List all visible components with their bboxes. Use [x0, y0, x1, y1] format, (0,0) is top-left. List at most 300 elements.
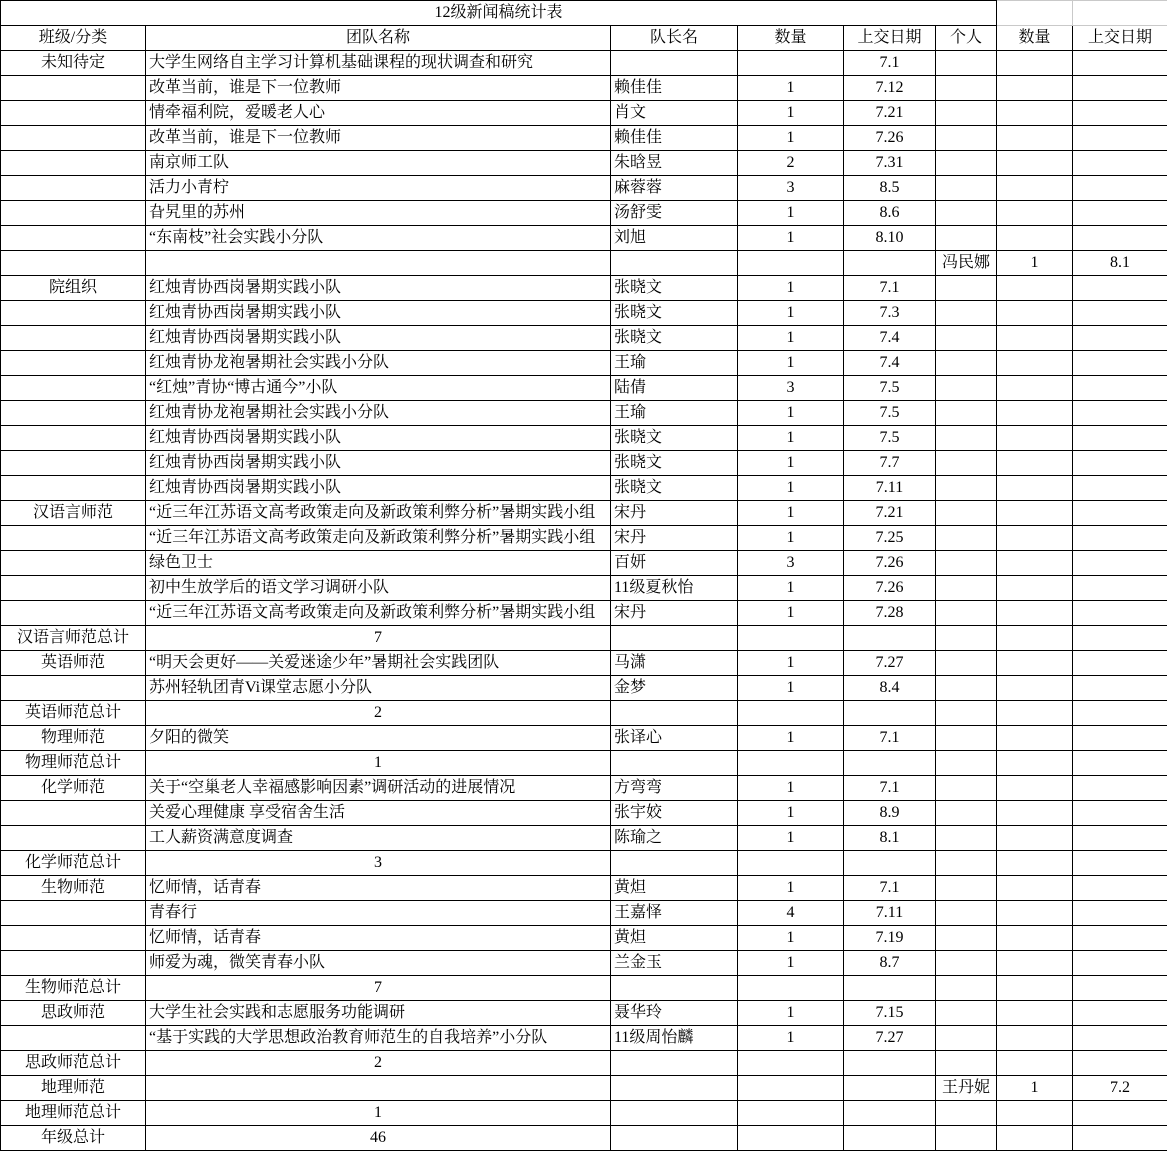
- cell-individual-name[interactable]: [936, 551, 997, 576]
- cell-individual-date[interactable]: [1073, 801, 1167, 826]
- cell-category[interactable]: 化学师范总计: [1, 851, 146, 876]
- cell-individual-date[interactable]: [1073, 826, 1167, 851]
- cell-team-name[interactable]: 红烛青协西岗暑期实践小队: [146, 276, 611, 301]
- cell-individual-quantity[interactable]: 1: [997, 1076, 1073, 1101]
- cell-captain-name[interactable]: 11级夏秋怡: [611, 576, 738, 601]
- cell-submit-date[interactable]: 7.27: [844, 1026, 936, 1051]
- cell-category[interactable]: 思政师范: [1, 1001, 146, 1026]
- cell-quantity[interactable]: 1: [738, 201, 844, 226]
- cell-submit-date[interactable]: 7.15: [844, 1001, 936, 1026]
- cell-captain-name[interactable]: 张晓文: [611, 276, 738, 301]
- cell-individual-quantity[interactable]: [997, 551, 1073, 576]
- cell-individual-date[interactable]: [1073, 1126, 1167, 1151]
- cell-individual-quantity[interactable]: [997, 701, 1073, 726]
- cell-team-name[interactable]: 夕阳的微笑: [146, 726, 611, 751]
- cell-submit-date[interactable]: 7.26: [844, 576, 936, 601]
- cell-team-name[interactable]: 红烛青协西岗暑期实践小队: [146, 451, 611, 476]
- column-header-date[interactable]: 上交日期: [844, 26, 936, 51]
- cell-individual-name[interactable]: [936, 951, 997, 976]
- cell-quantity[interactable]: 1: [738, 226, 844, 251]
- cell-category[interactable]: [1, 676, 146, 701]
- cell-quantity[interactable]: 1: [738, 926, 844, 951]
- cell-captain-name[interactable]: [611, 701, 738, 726]
- cell-individual-date[interactable]: [1073, 176, 1167, 201]
- cell-submit-date[interactable]: 8.4: [844, 676, 936, 701]
- cell-individual-name[interactable]: [936, 126, 997, 151]
- cell-individual-date[interactable]: 8.1: [1073, 251, 1167, 276]
- cell-team-name[interactable]: 红烛青协西岗暑期实践小队: [146, 426, 611, 451]
- cell-individual-name[interactable]: [936, 101, 997, 126]
- cell-submit-date[interactable]: 7.5: [844, 426, 936, 451]
- cell-category[interactable]: [1, 451, 146, 476]
- cell-quantity[interactable]: 1: [738, 826, 844, 851]
- cell-individual-name[interactable]: [936, 1051, 997, 1076]
- cell-individual-quantity[interactable]: 1: [997, 251, 1073, 276]
- cell-individual-quantity[interactable]: [997, 626, 1073, 651]
- cell-captain-name[interactable]: [611, 751, 738, 776]
- cell-category[interactable]: [1, 176, 146, 201]
- cell-individual-date[interactable]: [1073, 551, 1167, 576]
- cell-submit-date[interactable]: 7.5: [844, 401, 936, 426]
- cell-individual-name[interactable]: [936, 576, 997, 601]
- cell-submit-date[interactable]: 8.5: [844, 176, 936, 201]
- cell-team-name[interactable]: 大学生网络自主学习计算机基础课程的现状调查和研究: [146, 51, 611, 76]
- cell-individual-name[interactable]: [936, 326, 997, 351]
- cell-category[interactable]: [1, 551, 146, 576]
- cell-team-name[interactable]: “近三年江苏语文高考政策走向及新政策利弊分析”暑期实践小组: [146, 501, 611, 526]
- cell-quantity[interactable]: [738, 1101, 844, 1126]
- cell-category[interactable]: 年级总计: [1, 1126, 146, 1151]
- cell-individual-quantity[interactable]: [997, 301, 1073, 326]
- cell-quantity[interactable]: 1: [738, 301, 844, 326]
- cell-submit-date[interactable]: 7.28: [844, 601, 936, 626]
- cell-team-name[interactable]: “东南枝”社会实践小分队: [146, 226, 611, 251]
- cell-individual-name[interactable]: [936, 76, 997, 101]
- cell-quantity[interactable]: 1: [738, 451, 844, 476]
- cell-subtotal-value[interactable]: 2: [146, 1051, 611, 1076]
- cell-quantity[interactable]: 1: [738, 801, 844, 826]
- cell-quantity[interactable]: [738, 626, 844, 651]
- cell-individual-date[interactable]: [1073, 626, 1167, 651]
- cell-quantity[interactable]: 1: [738, 676, 844, 701]
- cell-individual-name[interactable]: [936, 51, 997, 76]
- cell-subtotal-value[interactable]: 3: [146, 851, 611, 876]
- cell-individual-date[interactable]: [1073, 276, 1167, 301]
- cell-individual-quantity[interactable]: [997, 326, 1073, 351]
- cell-submit-date[interactable]: [844, 1126, 936, 1151]
- cell-individual-name[interactable]: [936, 776, 997, 801]
- cell-individual-name[interactable]: [936, 226, 997, 251]
- cell-category[interactable]: 物理师范: [1, 726, 146, 751]
- cell-category[interactable]: 物理师范总计: [1, 751, 146, 776]
- cell-individual-quantity[interactable]: [997, 451, 1073, 476]
- cell-category[interactable]: [1, 201, 146, 226]
- cell-individual-date[interactable]: [1073, 351, 1167, 376]
- cell-captain-name[interactable]: 黄炟: [611, 876, 738, 901]
- cell-quantity[interactable]: 1: [738, 576, 844, 601]
- cell-individual-quantity[interactable]: [997, 976, 1073, 1001]
- cell-individual-name[interactable]: [936, 801, 997, 826]
- cell-team-name[interactable]: 情牵福利院，爱暖老人心: [146, 101, 611, 126]
- cell-quantity[interactable]: [738, 1076, 844, 1101]
- cell-category[interactable]: [1, 326, 146, 351]
- cell-category[interactable]: [1, 101, 146, 126]
- cell-submit-date[interactable]: 7.19: [844, 926, 936, 951]
- cell-quantity[interactable]: 1: [738, 776, 844, 801]
- cell-captain-name[interactable]: 汤舒雯: [611, 201, 738, 226]
- cell-individual-date[interactable]: [1073, 676, 1167, 701]
- cell-category[interactable]: 汉语言师范总计: [1, 626, 146, 651]
- cell-team-name[interactable]: 大学生社会实践和志愿服务功能调研: [146, 1001, 611, 1026]
- cell-category[interactable]: [1, 151, 146, 176]
- cell-individual-name[interactable]: [936, 151, 997, 176]
- title-spare-cell[interactable]: [1073, 1, 1167, 26]
- cell-quantity[interactable]: 1: [738, 501, 844, 526]
- cell-individual-date[interactable]: [1073, 601, 1167, 626]
- cell-subtotal-value[interactable]: 46: [146, 1126, 611, 1151]
- cell-quantity[interactable]: 1: [738, 951, 844, 976]
- cell-team-name[interactable]: 师爱为魂，微笑青春小队: [146, 951, 611, 976]
- cell-individual-name[interactable]: [936, 851, 997, 876]
- cell-captain-name[interactable]: 陈瑜之: [611, 826, 738, 851]
- cell-individual-date[interactable]: [1073, 401, 1167, 426]
- cell-quantity[interactable]: 3: [738, 176, 844, 201]
- cell-individual-name[interactable]: [936, 276, 997, 301]
- cell-individual-date[interactable]: [1073, 426, 1167, 451]
- cell-individual-date[interactable]: [1073, 526, 1167, 551]
- cell-individual-date[interactable]: [1073, 701, 1167, 726]
- cell-individual-date[interactable]: [1073, 1051, 1167, 1076]
- cell-individual-quantity[interactable]: [997, 726, 1073, 751]
- cell-quantity[interactable]: 1: [738, 101, 844, 126]
- cell-individual-date[interactable]: [1073, 501, 1167, 526]
- cell-quantity[interactable]: [738, 51, 844, 76]
- cell-individual-name[interactable]: [936, 1026, 997, 1051]
- cell-category[interactable]: [1, 401, 146, 426]
- cell-individual-date[interactable]: [1073, 301, 1167, 326]
- cell-team-name[interactable]: 旮旯里的苏州: [146, 201, 611, 226]
- cell-submit-date[interactable]: 7.4: [844, 326, 936, 351]
- cell-captain-name[interactable]: 百妍: [611, 551, 738, 576]
- cell-individual-quantity[interactable]: [997, 576, 1073, 601]
- cell-individual-name[interactable]: [936, 726, 997, 751]
- cell-quantity[interactable]: 1: [738, 601, 844, 626]
- cell-team-name[interactable]: 关于“空巢老人幸福感影响因素”调研活动的进展情况: [146, 776, 611, 801]
- cell-individual-date[interactable]: [1073, 901, 1167, 926]
- cell-quantity[interactable]: [738, 251, 844, 276]
- cell-individual-name[interactable]: [936, 626, 997, 651]
- cell-individual-quantity[interactable]: [997, 226, 1073, 251]
- cell-submit-date[interactable]: 8.10: [844, 226, 936, 251]
- cell-individual-date[interactable]: [1073, 476, 1167, 501]
- cell-team-name[interactable]: 红烛青协西岗暑期实践小队: [146, 476, 611, 501]
- cell-individual-name[interactable]: [936, 176, 997, 201]
- cell-quantity[interactable]: 1: [738, 351, 844, 376]
- cell-individual-date[interactable]: [1073, 576, 1167, 601]
- cell-individual-name[interactable]: [936, 501, 997, 526]
- column-header-captain[interactable]: 队长名: [611, 26, 738, 51]
- cell-category[interactable]: [1, 926, 146, 951]
- cell-submit-date[interactable]: 7.1: [844, 876, 936, 901]
- cell-individual-quantity[interactable]: [997, 951, 1073, 976]
- cell-submit-date[interactable]: 7.27: [844, 651, 936, 676]
- cell-individual-quantity[interactable]: [997, 1051, 1073, 1076]
- cell-quantity[interactable]: 1: [738, 1001, 844, 1026]
- cell-quantity[interactable]: 1: [738, 276, 844, 301]
- cell-quantity[interactable]: 1: [738, 1026, 844, 1051]
- column-header-team[interactable]: 团队名称: [146, 26, 611, 51]
- cell-submit-date[interactable]: 7.11: [844, 476, 936, 501]
- cell-individual-quantity[interactable]: [997, 201, 1073, 226]
- cell-submit-date[interactable]: 7.3: [844, 301, 936, 326]
- cell-individual-name[interactable]: [936, 426, 997, 451]
- cell-submit-date[interactable]: 7.1: [844, 776, 936, 801]
- column-header-person-qty[interactable]: 数量: [997, 26, 1073, 51]
- cell-category[interactable]: [1, 301, 146, 326]
- cell-individual-name[interactable]: [936, 1001, 997, 1026]
- cell-individual-date[interactable]: [1073, 1001, 1167, 1026]
- cell-quantity[interactable]: 4: [738, 901, 844, 926]
- cell-quantity[interactable]: 1: [738, 526, 844, 551]
- cell-individual-date[interactable]: [1073, 851, 1167, 876]
- cell-captain-name[interactable]: 宋丹: [611, 526, 738, 551]
- cell-individual-quantity[interactable]: [997, 751, 1073, 776]
- column-header-category[interactable]: 班级/分类: [1, 26, 146, 51]
- cell-category[interactable]: [1, 226, 146, 251]
- cell-submit-date[interactable]: 7.12: [844, 76, 936, 101]
- cell-individual-quantity[interactable]: [997, 651, 1073, 676]
- cell-quantity[interactable]: [738, 701, 844, 726]
- cell-subtotal-value[interactable]: 7: [146, 626, 611, 651]
- cell-submit-date[interactable]: 8.9: [844, 801, 936, 826]
- cell-individual-date[interactable]: [1073, 51, 1167, 76]
- cell-individual-quantity[interactable]: [997, 276, 1073, 301]
- cell-captain-name[interactable]: 刘旭: [611, 226, 738, 251]
- cell-category[interactable]: 生物师范总计: [1, 976, 146, 1001]
- cell-individual-date[interactable]: [1073, 726, 1167, 751]
- cell-individual-quantity[interactable]: [997, 101, 1073, 126]
- column-header-person-date[interactable]: 上交日期: [1073, 26, 1167, 51]
- cell-category[interactable]: 未知待定: [1, 51, 146, 76]
- cell-category[interactable]: 汉语言师范: [1, 501, 146, 526]
- cell-submit-date[interactable]: 7.1: [844, 726, 936, 751]
- cell-captain-name[interactable]: 王嘉怿: [611, 901, 738, 926]
- cell-captain-name[interactable]: 赖佳佳: [611, 76, 738, 101]
- cell-captain-name[interactable]: 朱晗昱: [611, 151, 738, 176]
- cell-team-name[interactable]: 初中生放学后的语文学习调研小队: [146, 576, 611, 601]
- cell-individual-name[interactable]: [936, 301, 997, 326]
- cell-captain-name[interactable]: [611, 626, 738, 651]
- cell-category[interactable]: 生物师范: [1, 876, 146, 901]
- cell-individual-name[interactable]: [936, 651, 997, 676]
- cell-subtotal-value[interactable]: 1: [146, 751, 611, 776]
- cell-captain-name[interactable]: [611, 51, 738, 76]
- cell-category[interactable]: [1, 251, 146, 276]
- cell-category[interactable]: 英语师范总计: [1, 701, 146, 726]
- cell-category[interactable]: [1, 476, 146, 501]
- cell-individual-date[interactable]: [1073, 1101, 1167, 1126]
- cell-submit-date[interactable]: 8.1: [844, 826, 936, 851]
- cell-submit-date[interactable]: [844, 751, 936, 776]
- cell-category[interactable]: [1, 351, 146, 376]
- cell-submit-date[interactable]: 7.26: [844, 551, 936, 576]
- cell-quantity[interactable]: 1: [738, 876, 844, 901]
- cell-captain-name[interactable]: 麻蓉蓉: [611, 176, 738, 201]
- cell-individual-quantity[interactable]: [997, 776, 1073, 801]
- cell-team-name[interactable]: 苏州轻轨团青Vi课堂志愿小分队: [146, 676, 611, 701]
- cell-quantity[interactable]: 1: [738, 401, 844, 426]
- cell-category[interactable]: 地理师范: [1, 1076, 146, 1101]
- cell-category[interactable]: [1, 951, 146, 976]
- cell-captain-name[interactable]: 聂华玲: [611, 1001, 738, 1026]
- cell-team-name[interactable]: “红烛”青协“博古通今”小队: [146, 376, 611, 401]
- cell-captain-name[interactable]: 兰金玉: [611, 951, 738, 976]
- cell-team-name[interactable]: 红烛青协龙袍暑期社会实践小分队: [146, 401, 611, 426]
- cell-team-name[interactable]: 改革当前，谁是下一位教师: [146, 76, 611, 101]
- cell-submit-date[interactable]: 7.1: [844, 51, 936, 76]
- cell-team-name[interactable]: [146, 251, 611, 276]
- cell-individual-quantity[interactable]: [997, 151, 1073, 176]
- cell-quantity[interactable]: [738, 1051, 844, 1076]
- cell-individual-quantity[interactable]: [997, 501, 1073, 526]
- cell-individual-date[interactable]: [1073, 126, 1167, 151]
- cell-individual-name[interactable]: [936, 701, 997, 726]
- cell-category[interactable]: [1, 76, 146, 101]
- cell-submit-date[interactable]: 8.7: [844, 951, 936, 976]
- cell-captain-name[interactable]: [611, 976, 738, 1001]
- cell-captain-name[interactable]: [611, 1051, 738, 1076]
- cell-team-name[interactable]: 南京师工队: [146, 151, 611, 176]
- cell-individual-quantity[interactable]: [997, 1126, 1073, 1151]
- cell-category[interactable]: 化学师范: [1, 776, 146, 801]
- cell-captain-name[interactable]: 张晓文: [611, 301, 738, 326]
- cell-quantity[interactable]: 3: [738, 376, 844, 401]
- cell-quantity[interactable]: 1: [738, 126, 844, 151]
- cell-team-name[interactable]: 红烛青协龙袍暑期社会实践小分队: [146, 351, 611, 376]
- cell-captain-name[interactable]: [611, 851, 738, 876]
- cell-individual-quantity[interactable]: [997, 51, 1073, 76]
- cell-individual-name[interactable]: [936, 926, 997, 951]
- cell-individual-name[interactable]: [936, 676, 997, 701]
- cell-individual-quantity[interactable]: [997, 476, 1073, 501]
- cell-captain-name[interactable]: 黄炟: [611, 926, 738, 951]
- cell-submit-date[interactable]: [844, 1101, 936, 1126]
- cell-individual-date[interactable]: [1073, 876, 1167, 901]
- cell-individual-quantity[interactable]: [997, 176, 1073, 201]
- cell-captain-name[interactable]: [611, 1076, 738, 1101]
- cell-captain-name[interactable]: 肖文: [611, 101, 738, 126]
- cell-submit-date[interactable]: 7.11: [844, 901, 936, 926]
- cell-category[interactable]: [1, 576, 146, 601]
- cell-individual-name[interactable]: [936, 601, 997, 626]
- cell-individual-quantity[interactable]: [997, 1026, 1073, 1051]
- cell-captain-name[interactable]: 张宇姣: [611, 801, 738, 826]
- cell-individual-name[interactable]: [936, 1126, 997, 1151]
- cell-individual-date[interactable]: [1073, 651, 1167, 676]
- cell-category[interactable]: [1, 376, 146, 401]
- cell-category[interactable]: [1, 801, 146, 826]
- cell-quantity[interactable]: 1: [738, 426, 844, 451]
- cell-team-name[interactable]: 活力小青柠: [146, 176, 611, 201]
- cell-individual-date[interactable]: [1073, 1026, 1167, 1051]
- cell-individual-quantity[interactable]: [997, 826, 1073, 851]
- cell-individual-name[interactable]: [936, 826, 997, 851]
- cell-individual-name[interactable]: [936, 476, 997, 501]
- cell-captain-name[interactable]: 张晓文: [611, 326, 738, 351]
- cell-team-name[interactable]: 青春行: [146, 901, 611, 926]
- cell-subtotal-value[interactable]: 1: [146, 1101, 611, 1126]
- cell-submit-date[interactable]: 7.21: [844, 101, 936, 126]
- cell-individual-quantity[interactable]: [997, 351, 1073, 376]
- cell-individual-date[interactable]: 7.2: [1073, 1076, 1167, 1101]
- cell-individual-name[interactable]: [936, 876, 997, 901]
- cell-submit-date[interactable]: 8.6: [844, 201, 936, 226]
- cell-team-name[interactable]: 忆师情，话青春: [146, 876, 611, 901]
- cell-team-name[interactable]: “近三年江苏语文高考政策走向及新政策利弊分析”暑期实践小组: [146, 601, 611, 626]
- cell-submit-date[interactable]: [844, 701, 936, 726]
- cell-submit-date[interactable]: [844, 626, 936, 651]
- cell-quantity[interactable]: [738, 976, 844, 1001]
- cell-captain-name[interactable]: 方弯弯: [611, 776, 738, 801]
- cell-captain-name[interactable]: 宋丹: [611, 601, 738, 626]
- cell-submit-date[interactable]: 7.21: [844, 501, 936, 526]
- cell-individual-quantity[interactable]: [997, 901, 1073, 926]
- cell-individual-quantity[interactable]: [997, 1101, 1073, 1126]
- cell-captain-name[interactable]: 马潇: [611, 651, 738, 676]
- cell-individual-date[interactable]: [1073, 451, 1167, 476]
- cell-category[interactable]: 思政师范总计: [1, 1051, 146, 1076]
- cell-individual-name[interactable]: [936, 451, 997, 476]
- cell-category[interactable]: [1, 526, 146, 551]
- cell-submit-date[interactable]: 7.31: [844, 151, 936, 176]
- cell-individual-quantity[interactable]: [997, 601, 1073, 626]
- cell-category[interactable]: [1, 426, 146, 451]
- cell-individual-quantity[interactable]: [997, 1001, 1073, 1026]
- title-spare-cell[interactable]: [997, 1, 1073, 26]
- cell-individual-quantity[interactable]: [997, 426, 1073, 451]
- cell-submit-date[interactable]: [844, 851, 936, 876]
- cell-team-name[interactable]: 工人薪资满意度调查: [146, 826, 611, 851]
- cell-captain-name[interactable]: 张译心: [611, 726, 738, 751]
- cell-submit-date[interactable]: 7.25: [844, 526, 936, 551]
- cell-category[interactable]: 英语师范: [1, 651, 146, 676]
- cell-individual-quantity[interactable]: [997, 376, 1073, 401]
- cell-individual-quantity[interactable]: [997, 851, 1073, 876]
- cell-individual-date[interactable]: [1073, 976, 1167, 1001]
- cell-submit-date[interactable]: [844, 976, 936, 1001]
- cell-captain-name[interactable]: 张晓文: [611, 426, 738, 451]
- cell-submit-date[interactable]: [844, 1051, 936, 1076]
- cell-team-name[interactable]: 忆师情，话青春: [146, 926, 611, 951]
- cell-team-name[interactable]: 改革当前，谁是下一位教师: [146, 126, 611, 151]
- cell-individual-quantity[interactable]: [997, 676, 1073, 701]
- cell-category[interactable]: 地理师范总计: [1, 1101, 146, 1126]
- cell-captain-name[interactable]: 王瑜: [611, 401, 738, 426]
- cell-subtotal-value[interactable]: 2: [146, 701, 611, 726]
- cell-individual-quantity[interactable]: [997, 926, 1073, 951]
- cell-individual-name[interactable]: [936, 351, 997, 376]
- cell-individual-date[interactable]: [1073, 326, 1167, 351]
- cell-quantity[interactable]: 2: [738, 151, 844, 176]
- cell-team-name[interactable]: “基于实践的大学思想政治教育师范生的自我培养”小分队: [146, 1026, 611, 1051]
- cell-individual-name[interactable]: [936, 751, 997, 776]
- cell-individual-date[interactable]: [1073, 776, 1167, 801]
- cell-individual-date[interactable]: [1073, 226, 1167, 251]
- cell-captain-name[interactable]: [611, 1126, 738, 1151]
- cell-captain-name[interactable]: 金梦: [611, 676, 738, 701]
- cell-quantity[interactable]: 1: [738, 326, 844, 351]
- cell-individual-date[interactable]: [1073, 151, 1167, 176]
